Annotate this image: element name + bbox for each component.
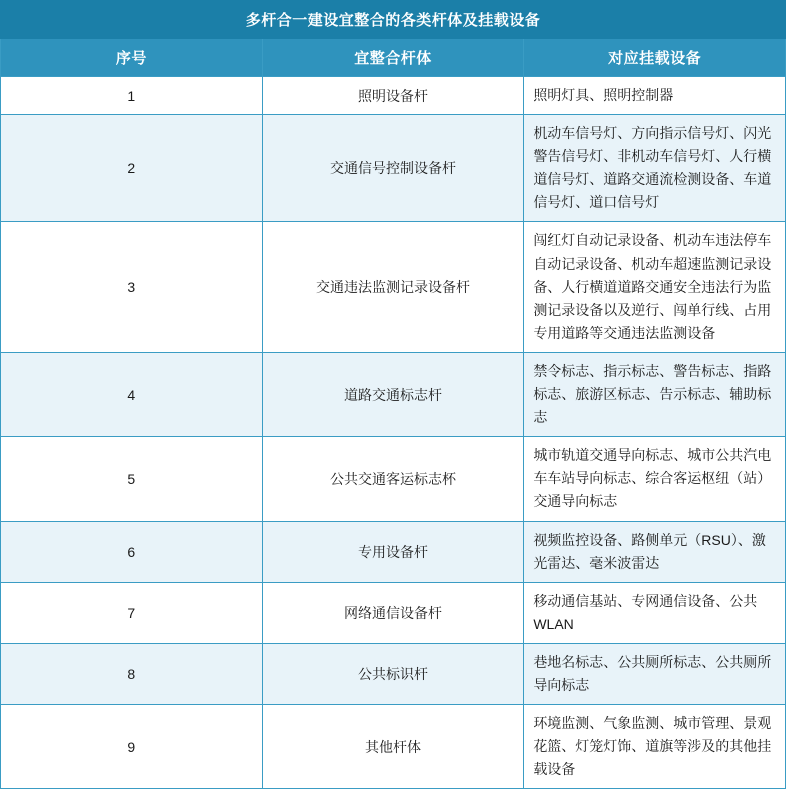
- table-row: [1, 222, 786, 352]
- cell-no: 7: [1, 582, 263, 643]
- cell-no: 3: [1, 222, 263, 352]
- cell-pole: 照明设备杆: [262, 77, 524, 115]
- cell-no: 8: [1, 643, 263, 704]
- table-row: [1, 521, 786, 582]
- cell-no: 5: [1, 437, 263, 521]
- column-header-no: 序号: [1, 39, 263, 77]
- cell-pole: 其他杆体: [262, 705, 524, 789]
- table-row: [1, 77, 786, 115]
- table-body: [1, 1, 786, 789]
- table-row: [1, 115, 786, 222]
- cell-device: 环境监测、气象监测、城市管理、景观花篮、灯笼灯饰、道旗等涉及的其他挂载设备: [524, 705, 786, 789]
- cell-pole: 交通违法监测记录设备杆: [262, 222, 524, 352]
- cell-device: 巷地名标志、公共厕所标志、公共厕所导向标志: [524, 643, 786, 704]
- cell-no: 2: [1, 115, 263, 222]
- cell-device: 机动车信号灯、方向指示信号灯、闪光警告信号灯、非机动车信号灯、人行横道信号灯、道路交通流检测设备、车道信号灯、道口信号灯: [524, 115, 786, 222]
- cell-device: 视频监控设备、路侧单元（RSU）、激光雷达、毫米波雷达: [524, 521, 786, 582]
- cell-pole: 公共标识杆: [262, 643, 524, 704]
- table-row: [1, 643, 786, 704]
- cell-pole: 道路交通标志杆: [262, 352, 524, 436]
- table-title-row: [1, 1, 786, 39]
- cell-pole: 专用设备杆: [262, 521, 524, 582]
- column-header-pole: 宜整合杆体: [262, 39, 524, 77]
- table-row: [1, 352, 786, 436]
- cell-device: 禁令标志、指示标志、警告标志、指路标志、旅游区标志、告示标志、辅助标志: [524, 352, 786, 436]
- cell-pole: 交通信号控制设备杆: [262, 115, 524, 222]
- cell-device: 移动通信基站、专网通信设备、公共 WLAN: [524, 582, 786, 643]
- table-row: [1, 582, 786, 643]
- table-row: [1, 705, 786, 789]
- cell-no: 1: [1, 77, 263, 115]
- table-title: 多杆合一建设宜整合的各类杆体及挂载设备: [1, 1, 786, 39]
- cell-pole: 网络通信设备杆: [262, 582, 524, 643]
- cell-device: 闯红灯自动记录设备、机动车违法停车自动记录设备、机动车超速监测记录设备、人行横道道路交通安全违法行为监测记录设备以及逆行、闯单行线、占用专用道路等交通违法监测设备: [524, 222, 786, 352]
- cell-no: 6: [1, 521, 263, 582]
- table-header-row: [1, 39, 786, 77]
- cell-pole: 公共交通客运标志杯: [262, 437, 524, 521]
- cell-device: 照明灯具、照明控制器: [524, 77, 786, 115]
- cell-no: 4: [1, 352, 263, 436]
- cell-no: 9: [1, 705, 263, 789]
- table-row: [1, 437, 786, 521]
- cell-device: 城市轨道交通导向标志、城市公共汽电车车站导向标志、综合客运枢纽（站）交通导向标志: [524, 437, 786, 521]
- column-header-device: 对应挂载设备: [524, 39, 786, 77]
